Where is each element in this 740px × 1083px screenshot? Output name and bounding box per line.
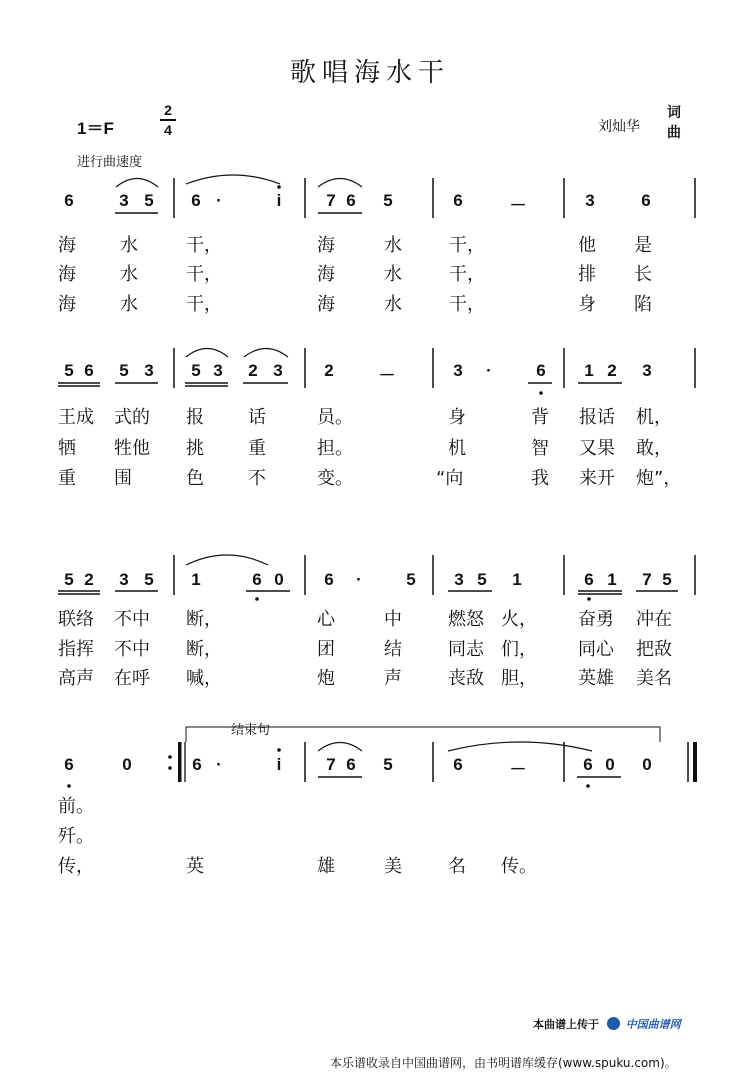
lyric: 联络 [58, 609, 94, 630]
slur [318, 179, 362, 188]
note: 5 [191, 361, 201, 380]
note: 3 [144, 361, 154, 380]
note: 7 [326, 191, 336, 210]
lyric: 炮 [317, 668, 335, 689]
dot-extension: · [216, 755, 222, 774]
lyric: 水 [120, 264, 138, 285]
low-octave-dot [586, 784, 590, 788]
lyric: 他 [578, 235, 596, 256]
lyric: 水 [384, 264, 402, 285]
lyric: 背 [531, 407, 549, 428]
lyric: 雄 [317, 856, 335, 877]
note: 2 [84, 570, 94, 589]
lyric: 炮”， [636, 468, 682, 489]
note: 3 [453, 361, 463, 380]
note: 3 [642, 361, 652, 380]
note: 0 [274, 570, 284, 589]
note: 6 [346, 191, 356, 210]
site-logo-icon [607, 1017, 620, 1030]
lyric: 牲他 [114, 438, 150, 459]
lyric: 水 [384, 294, 402, 315]
lyric: 同志 [448, 639, 484, 660]
lyric: 是 [634, 235, 652, 256]
note: 5 [383, 755, 393, 774]
note: 3 [273, 361, 283, 380]
lyric: 报 [186, 407, 204, 428]
song-title: 歌唱海水干 [289, 58, 450, 88]
note: 6 [252, 570, 262, 589]
lyric: 结 [384, 639, 402, 660]
lyric: 又果 [579, 438, 615, 459]
note: 5 [383, 191, 393, 210]
key-signature: 1＝F [77, 119, 114, 138]
lyric: 海 [58, 264, 76, 285]
slur [244, 349, 288, 358]
note: 6 [641, 191, 651, 210]
lyric: 干， [186, 294, 222, 315]
note: 5 [144, 191, 154, 210]
lyric: 重 [248, 438, 266, 459]
lyric: 海 [317, 235, 335, 256]
note: 6 [584, 570, 594, 589]
note: 5 [64, 361, 74, 380]
lyric: 干， [449, 264, 485, 285]
slur [186, 349, 228, 358]
note: 1 [191, 570, 201, 589]
lyric: 美 [384, 856, 402, 877]
note: i [276, 191, 282, 210]
lyric: 在呼 [114, 668, 150, 689]
lyric: 海 [317, 294, 335, 315]
lyric: 英雄 [578, 668, 614, 689]
lyric: 牺 [58, 438, 76, 459]
lyric: 断， [186, 609, 222, 630]
lyric: 干， [449, 294, 485, 315]
lyric: 指挥 [58, 639, 94, 660]
lyric: 重 [58, 468, 76, 489]
high-octave-dot [277, 185, 281, 189]
lyric: 身 [448, 407, 466, 428]
author-roles [667, 103, 683, 143]
end-phrase-label: 结束句 [228, 719, 273, 738]
lyric: 色 [186, 468, 204, 489]
tie [448, 742, 592, 751]
upload-text: 本曲谱上传于 [533, 1018, 599, 1031]
lyric: 冲在 [636, 609, 672, 630]
note: 6 [64, 755, 74, 774]
lyric: 水 [384, 235, 402, 256]
upload-note [533, 1016, 681, 1032]
lyric: 身 [578, 294, 596, 315]
time-signature-bottom: 4 [164, 122, 172, 138]
note: 6 [453, 755, 463, 774]
lyric: 高声 [58, 668, 94, 689]
note: 1 [584, 361, 594, 380]
lyric: 胆， [501, 668, 537, 689]
note: 7 [326, 755, 336, 774]
dash-extension: － [509, 760, 527, 779]
lyric: 丧敌 [448, 668, 484, 689]
lyric: 敢， [636, 438, 672, 459]
lyric: 机， [636, 407, 672, 428]
lyric: 中 [384, 609, 402, 630]
note: 3 [213, 361, 223, 380]
lyric: 话 [248, 407, 266, 428]
dot-extension: · [486, 361, 492, 380]
source-note: 本乐谱收录自中国曲谱网，由书明谱库缓存(www.spuku.com)。 [330, 1056, 677, 1070]
note: 5 [406, 570, 416, 589]
lyric: 传。 [501, 856, 537, 877]
lyric: 挑 [186, 438, 204, 459]
lyric: 排 [578, 264, 596, 285]
lyric: 不 [248, 468, 266, 489]
note: 6 [191, 191, 201, 210]
lyric: 断， [186, 639, 222, 660]
note: 3 [119, 570, 129, 589]
repeat-dot [168, 766, 172, 770]
note: 6 [192, 755, 202, 774]
lyric: 智 [531, 438, 549, 459]
tie [186, 175, 280, 184]
lyric: 火， [501, 609, 537, 630]
lyric: 不中 [114, 639, 150, 660]
lyric: 团 [317, 639, 335, 660]
low-octave-dot [539, 391, 543, 395]
slur [186, 555, 268, 565]
note: 3 [454, 570, 464, 589]
note: 6 [64, 191, 74, 210]
note: 6 [583, 755, 593, 774]
repeat-dot [168, 755, 172, 759]
note: 5 [477, 570, 487, 589]
lyric: 变。 [317, 468, 353, 489]
rest: 0 [605, 755, 615, 774]
lyric: 传， [58, 856, 94, 877]
lyric: 来开 [579, 468, 615, 489]
high-octave-dot [277, 748, 281, 752]
lyric: 前。 [58, 796, 94, 817]
lyric: 不中 [114, 609, 150, 630]
lyric: 王成 [58, 407, 94, 428]
note: 6 [346, 755, 356, 774]
lyric: 陷 [634, 294, 652, 315]
low-octave-dot [587, 597, 591, 601]
note: 6 [536, 361, 546, 380]
lyric: 水 [120, 235, 138, 256]
lyric: 声 [384, 668, 402, 689]
lyric: 燃怒 [448, 609, 484, 630]
lyric: 美名 [636, 668, 672, 689]
note: 5 [64, 570, 74, 589]
note: 5 [119, 361, 129, 380]
low-octave-dot [67, 784, 71, 788]
note: 2 [324, 361, 334, 380]
low-octave-dot [255, 597, 259, 601]
note: 1 [607, 570, 617, 589]
repeat-barline-thick [178, 742, 182, 782]
note: 6 [324, 570, 334, 589]
lyric: 长 [634, 264, 652, 285]
lyric: 担。 [317, 438, 353, 459]
rest: 0 [122, 755, 132, 774]
lyric: 干， [186, 264, 222, 285]
lyric: 歼。 [58, 826, 94, 847]
lyric: 心 [317, 609, 335, 630]
time-signature-top: 2 [164, 102, 172, 118]
note: 7 [642, 570, 652, 589]
lyric: 同心 [578, 639, 614, 660]
site-logo-text: 中国曲谱网 [625, 1018, 681, 1031]
slur [116, 179, 158, 188]
note: 6 [453, 191, 463, 210]
lyric: 英 [186, 856, 204, 877]
note: i [276, 755, 282, 774]
note: 5 [144, 570, 154, 589]
lyric: 海 [317, 264, 335, 285]
note: 6 [84, 361, 94, 380]
note: 5 [662, 570, 672, 589]
lyric: 我 [531, 468, 549, 489]
role-music: 曲 [667, 125, 681, 141]
dot-extension: · [356, 570, 362, 589]
lyric: 水 [120, 294, 138, 315]
time-signature [160, 102, 176, 138]
final-barline-thick [693, 742, 697, 782]
lyric: 们， [501, 639, 537, 660]
lyric: 式的 [114, 407, 150, 428]
lyric: 围 [114, 468, 132, 489]
lyric: 喊， [186, 668, 222, 689]
lyric: 海 [58, 294, 76, 315]
tempo-marking: 进行曲速度 [77, 155, 143, 170]
dash-extension: － [378, 366, 396, 385]
note: 2 [248, 361, 258, 380]
lyric: 员。 [317, 407, 353, 428]
role-lyrics: 词 [667, 105, 681, 121]
lyric: 机 [448, 438, 466, 459]
note: 2 [607, 361, 617, 380]
lyric: 海 [58, 235, 76, 256]
lyric: 名 [448, 856, 466, 877]
dash-extension: － [509, 196, 527, 215]
note: 3 [119, 191, 129, 210]
note: 1 [512, 570, 522, 589]
lyric: 奋勇 [578, 609, 614, 630]
author-name: 刘灿华 [598, 119, 640, 135]
lyric: 干， [186, 235, 222, 256]
lyric: 把敌 [636, 639, 672, 660]
dot-extension: · [216, 191, 222, 210]
lyric: 报话 [579, 407, 615, 428]
note: 3 [585, 191, 595, 210]
rest: 0 [642, 755, 652, 774]
lyric: 干， [449, 235, 485, 256]
lyric: “向 [436, 468, 464, 489]
slur [318, 743, 362, 752]
